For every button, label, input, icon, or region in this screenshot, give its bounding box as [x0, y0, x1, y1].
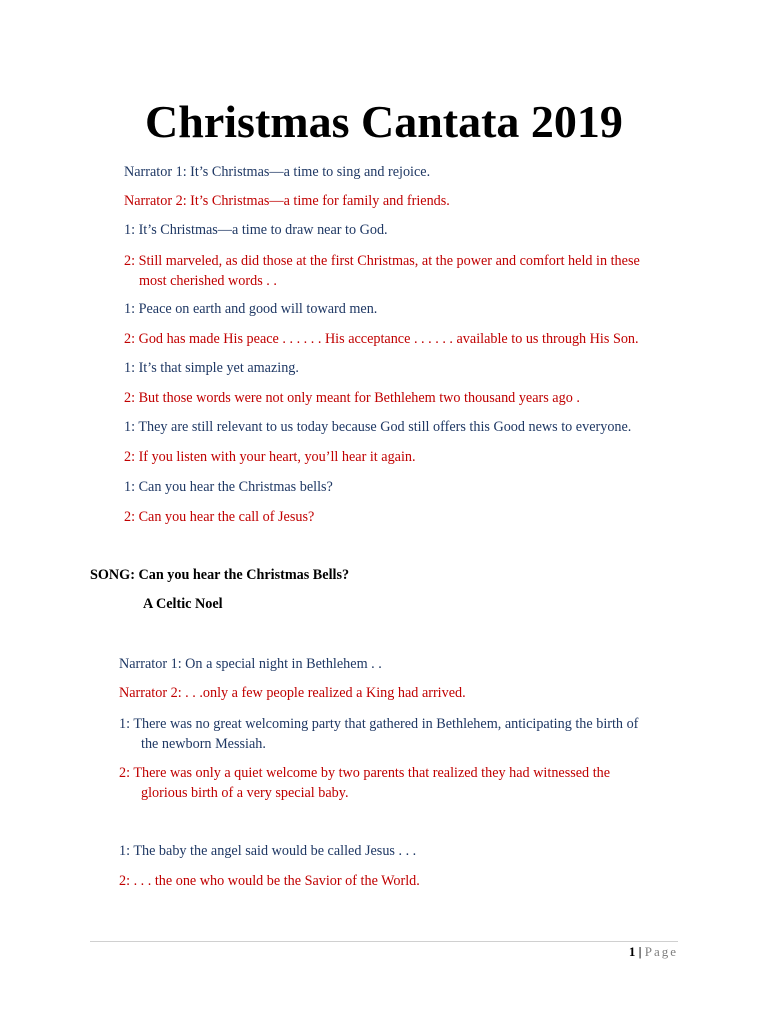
dialogue-line: 1: Peace on earth and good will toward men.: [124, 301, 378, 317]
dialogue-line: 1: There was no great welcoming party that gathered in Bethlehem, anticipating the birth of: [119, 716, 639, 732]
dialogue-line: 1: The baby the angel said would be called Jesus . . .: [119, 843, 417, 859]
dialogue-line: 2: God has made His peace . . . . . . His acceptance . . . . . . available to us through His Son.: [124, 331, 639, 347]
dialogue-line: 2: . . . the one who would be the Savior of the World.: [119, 873, 420, 889]
footer-divider: [90, 941, 678, 942]
dialogue-paragraph: [124, 251, 677, 291]
song-subtitle: A Celtic Noel: [143, 596, 223, 612]
dialogue-line: 1: Can you hear the Christmas bells?: [124, 479, 333, 495]
dialogue-line: Narrator 2: . . .only a few people realized a King had arrived.: [119, 685, 466, 701]
dialogue-line-continuation: the newborn Messiah.: [141, 736, 266, 752]
dialogue-line: 2: Still marveled, as did those at the first Christmas, at the power and comfort held in these: [124, 253, 640, 269]
page-footer: [629, 944, 678, 960]
dialogue-paragraph: [119, 714, 677, 754]
dialogue-line-continuation: most cherished words . .: [139, 273, 277, 289]
dialogue-line: 2: Can you hear the call of Jesus?: [124, 509, 315, 525]
dialogue-line: 2: If you listen with your heart, you’ll hear it again.: [124, 449, 416, 465]
page-label: Page: [644, 944, 678, 959]
dialogue-line: Narrator 2: It’s Christmas—a time for family and friends.: [124, 193, 450, 209]
footer-separator: |: [638, 944, 642, 959]
dialogue-line: 1: They are still relevant to us today because God still offers this Good news to everyone.: [124, 419, 632, 435]
song-heading: SONG: Can you hear the Christmas Bells?: [90, 567, 350, 583]
dialogue-line: Narrator 1: On a special night in Bethlehem . .: [119, 656, 382, 672]
dialogue-line: Narrator 1: It’s Christmas—a time to sing and rejoice.: [124, 164, 431, 180]
dialogue-line: 1: It’s that simple yet amazing.: [124, 360, 299, 376]
dialogue-paragraph: [119, 763, 677, 803]
document-title: Christmas Cantata 2019: [145, 96, 623, 147]
dialogue-line: 1: It’s Christmas—a time to draw near to God.: [124, 222, 388, 238]
dialogue-line-continuation: glorious birth of a very special baby.: [141, 785, 349, 801]
dialogue-line: 2: There was only a quiet welcome by two parents that realized they had witnessed the: [119, 765, 611, 781]
dialogue-line: 2: But those words were not only meant for Bethlehem two thousand years ago .: [124, 390, 580, 406]
page-number: 1: [628, 944, 636, 959]
